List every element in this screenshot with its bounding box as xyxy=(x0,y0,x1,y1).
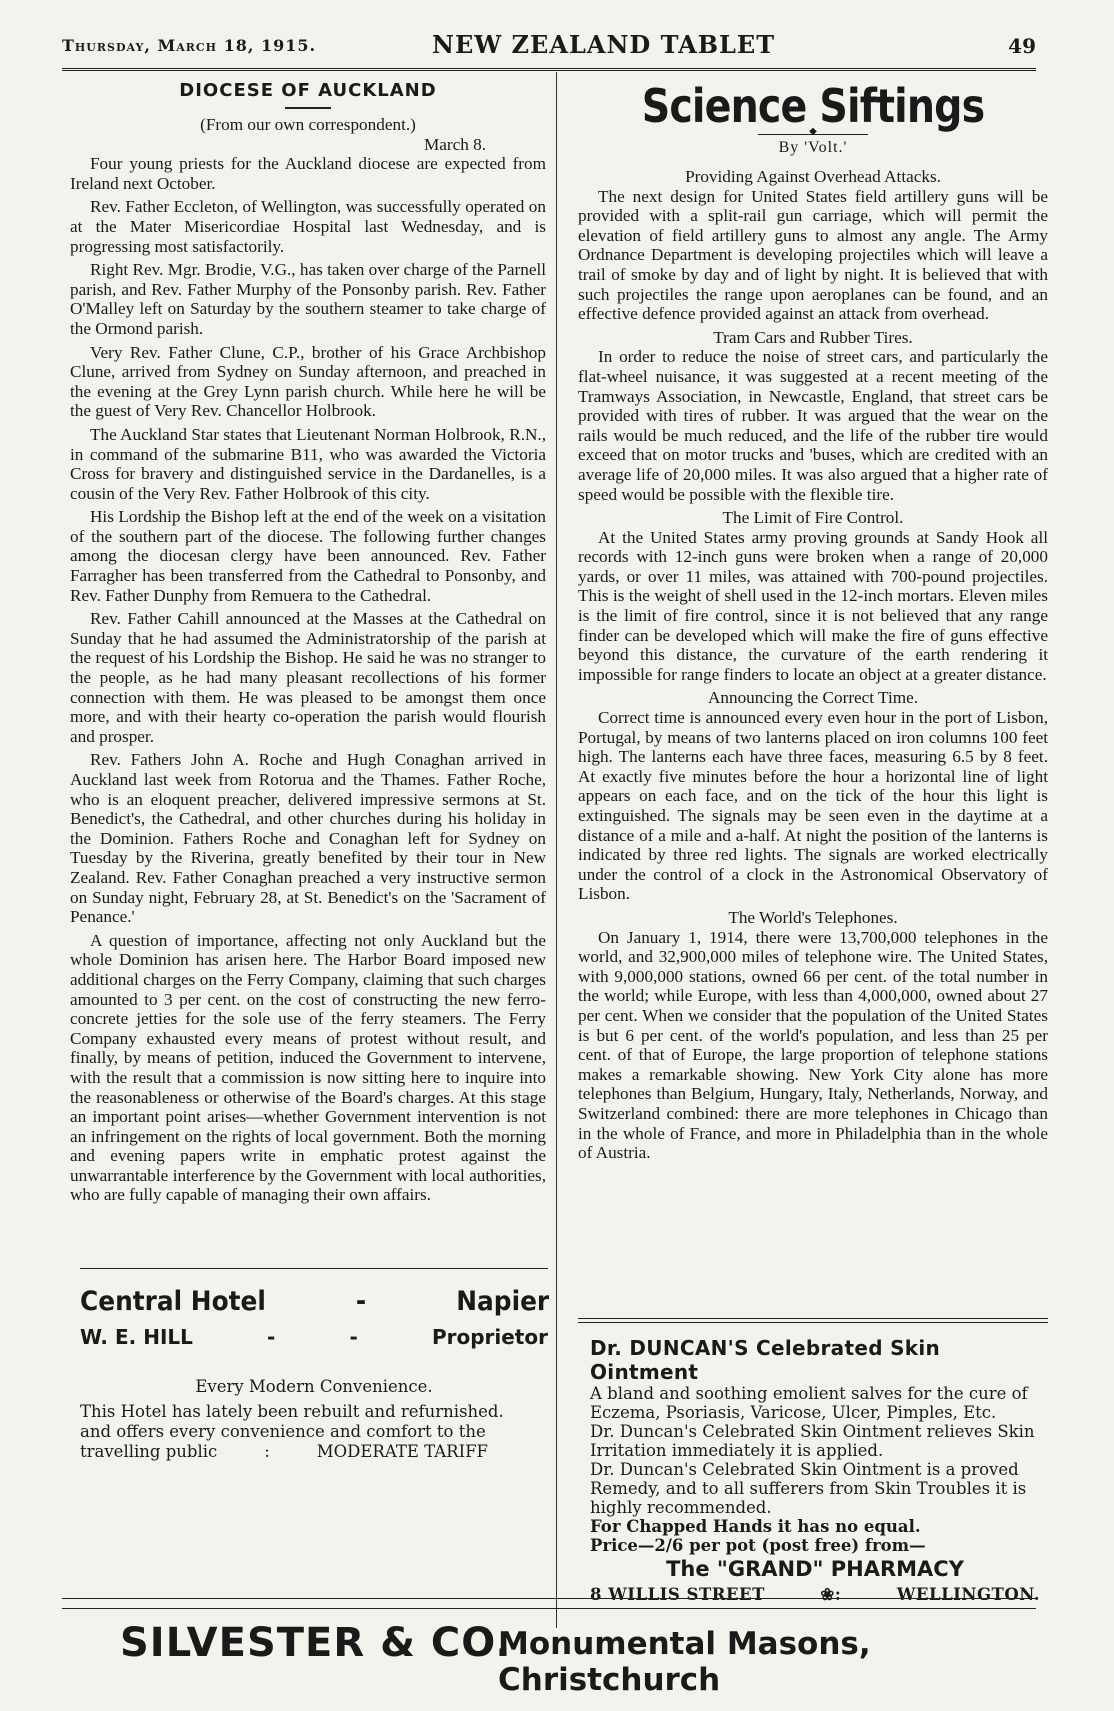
article-paragraph: His Lordship the Bishop left at the end of the week on a visitation of the southern part of the diocese. The following further changes among the diocesan clergy have been announced. Rev. Father Farragher has been transferred from the Cathedral to Ponsonby, and Rev. Father Dunphy from Remuera to the Cathedral. xyxy=(70,507,546,605)
title-ornament xyxy=(758,134,868,135)
section-text: In order to reduce the noise of street cars, and particularly the flat-wheel nuisance, it was suggested at a recent meeting of the Tramways Association, in Newcastle, England, that street cars be provided with tires of rubber. It was argued that the wear on the rails would be much reduced, and the life of the rubber tire would exceed that on motor trucks and 'buses, which are credited with an average life of 20,000 miles. It was also argued that a higher rate of speed would be possible with the flexible tire. xyxy=(578,347,1048,504)
ointment-ad-rule xyxy=(578,1322,1048,1323)
science-byline: By 'Volt.' xyxy=(778,139,848,156)
article-paragraph: Right Rev. Mgr. Brodie, V.G., has taken over charge of the Parnell parish, and Rev. Father Murphy of the Ponsonby parish. Rev. Father O'Malley left on Saturday by the southern steamer to take charge of the Ormond parish. xyxy=(70,260,546,338)
hotel-name-row xyxy=(80,1286,549,1317)
page-header xyxy=(62,30,1036,66)
hotel-ad-rule xyxy=(80,1268,548,1269)
article-paragraph: Rev. Father Eccleton, of Wellington, was successfully operated on at the Mater Misericordiae Hospital last Wednesday, and is progressing most satisfactorily. xyxy=(70,197,546,256)
hotel-tariff: MODERATE TARIFF xyxy=(316,1442,488,1461)
hotel-convenience: Every Modern Convenience. xyxy=(195,1377,433,1396)
section-heading: Providing Against Overhead Attacks. xyxy=(685,167,941,186)
ointment-line: Eczema, Psoriasis, Varicose, Ulcer, Pimples, Etc. xyxy=(590,1403,997,1422)
header-rule xyxy=(62,68,1036,71)
section-text: Correct time is announced every even hour in the port of Lisbon, Portugal, by means of two lanterns placed on iron columns 100 feet high. The lanterns each have three faces, measuring 6.5 by 8 feet. At exactly five minutes before the hour a horizontal line of light appears on each face, and on the tick of the hour this light is extinguished. The signals may be seen even in the daytime at a distance of a mile and a-half. At night the position of the lanterns is indicated by three red lights. The signals are worked electrically under the control of a clock in the Astronomical Observatory of Lisbon. xyxy=(578,708,1048,904)
section-heading: The World's Telephones. xyxy=(728,907,898,927)
ointment-advertisement xyxy=(590,1336,1040,1604)
ointment-price: Price—2/6 per pot (post free) from— xyxy=(590,1536,926,1555)
ointment-line: Dr. Duncan's Celebrated Skin Ointment is a proved xyxy=(590,1460,1019,1479)
firm-tagline: Monumental Masons, Christchurch xyxy=(498,1626,871,1698)
hotel-place: Napier xyxy=(456,1286,550,1317)
ointment-line: Remedy, and to all sufferers from Skin Troubles it is xyxy=(590,1479,1027,1498)
ointment-line: Irritation immediately it is applied. xyxy=(590,1441,884,1460)
page-number: 49 xyxy=(1008,34,1036,58)
pharmacy-street: 8 WILLIS STREET xyxy=(590,1585,765,1604)
hotel-owner-row xyxy=(80,1325,548,1349)
correspondent-line: (From our own correspondent.) xyxy=(200,115,416,134)
heading-rule xyxy=(285,107,331,109)
ointment-ad-rule xyxy=(578,1318,1048,1319)
hotel-colon: : xyxy=(264,1442,270,1461)
hotel-line: and offers every convenience and comfort to the xyxy=(80,1422,486,1441)
section-heading: Announcing the Correct Time. xyxy=(707,688,919,708)
left-column xyxy=(70,80,546,1209)
section-heading: Tram Cars and Rubber Tires. xyxy=(713,327,913,347)
section-heading: The Limit of Fire Control. xyxy=(722,508,904,528)
column-divider xyxy=(556,72,557,1628)
hotel-advertisement xyxy=(80,1286,548,1462)
pharmacy-address-row xyxy=(590,1585,1040,1604)
hotel-name: Central Hotel xyxy=(80,1286,266,1317)
address-separator: ❀: xyxy=(820,1585,842,1604)
article-paragraph: The Auckland Star states that Lieutenant Norman Holbrook, R.N., in command of the submarine B11, who was awarded the Victoria Cross for bravery and distinguished service in the Dardanelles, is a cousin of the Very Rev. Father Holbrook of this city. xyxy=(70,424,546,503)
masthead-title: NEW ZEALAND TABLET xyxy=(432,30,776,59)
ointment-line: highly recommended. xyxy=(590,1498,772,1517)
section-text: At the United States army proving grounds at Sandy Hook all records with 12-inch guns were broken when a range of 20,000 yards, or over 11 miles, was attained with 700-pound projectiles. This is the weight of shell used in the 12-inch mortars. Eleven miles is the limit of fire control, since it is not believed that any range finder can be developed which will make the fire of guns effective beyond this distance, the curvature of the earth rendering it impossible for range finders to locate an object at a greater distance. xyxy=(578,527,1048,684)
ointment-title: Dr. DUNCAN'S Celebrated Skin Ointment xyxy=(590,1336,941,1384)
hotel-tariff-row xyxy=(80,1442,548,1462)
section-text: The next design for United States field artillery guns will be provided with a split-rail gun carriage, which will permit the elevation of field artillery guns to almost any angle. The Army Ordnance Department is developing projectiles which will leave a trail of smoke by day and of light by night. It is believed that with such projectiles the range upon aeroplanes can be found, and an effective defence provided against an attack from overhead. xyxy=(578,186,1048,324)
hotel-line: This Hotel has lately been rebuilt and refurnished. xyxy=(80,1402,504,1421)
hotel-owner-role: Proprietor xyxy=(431,1325,548,1349)
article-paragraph: Rev. Fathers John A. Roche and Hugh Conaghan arrived in Auckland last week from Rotorua and the Thames. Father Roche, who is an eloquent preacher, delivered impressive sermons at St. Benedict's, the Cathedral, and other churches during his holiday in the Dominion. Fathers Roche and Conaghan left for Sydney on Tuesday by the Riverina, greatly benefited by their tour in New Zealand. Rev. Father Conaghan preached a very instructive sermon on Sunday night, February 28, at St. Benedict's on the 'Sacrament of Penance.' xyxy=(70,750,546,927)
right-column xyxy=(578,80,1048,1167)
pharmacy-city: WELLINGTON. xyxy=(896,1585,1040,1604)
article-dateline: March 8. xyxy=(423,134,486,154)
firm-name: SILVESTER & CO. xyxy=(120,1620,512,1666)
pharmacy-name: The "GRAND" PHARMACY xyxy=(666,1557,964,1581)
footer-rule xyxy=(62,1598,1036,1599)
hotel-dash: - xyxy=(355,1286,367,1317)
article-paragraph: Very Rev. Father Clune, C.P., brother of his Grace Archbishop Clune, arrived from Sydney on Sunday afternoon, and preached in the evening at the Grey Lynn parish church. While here he will be the guest of Very Rev. Chancellor Holbrook. xyxy=(70,342,546,421)
article-paragraph: Four young priests for the Auckland diocese are expected from Ireland next October. xyxy=(70,154,546,193)
science-siftings-title: Science Siftings xyxy=(641,79,985,133)
footer-rule xyxy=(62,1608,1036,1609)
article-paragraph: A question of importance, affecting not only Auckland but the whole Dominion has arisen here. The Harbor Board imposed new additional charges on the Ferry Company, claiming that such charges amounted to 3 per cent. on the cost of constructing the new ferro-concrete jetties for the sole use of the ferry steamers. The Ferry Company exhausted every means of protest without result, and finally, by means of petition, induced the Government to intervene, with the result that a commission is now sitting here to inquire into the reasonableness or otherwise of the Board's charges. At this stage an important point arises—whether Government intervention is not an infringement on the rights of local government. Both the morning and evening papers write in emphatic protest against the unwarrantable interference by the Government with local authorities, who are fully capable of managing their own affairs. xyxy=(70,930,546,1205)
ointment-line: Dr. Duncan's Celebrated Skin Ointment relieves Skin xyxy=(590,1422,1035,1441)
diocese-heading: DIOCESE OF AUCKLAND xyxy=(179,80,437,101)
ointment-line: A bland and soothing emolient salves for the cure of xyxy=(590,1384,1028,1403)
hotel-dash: - xyxy=(267,1325,276,1349)
article-paragraph: Rev. Father Cahill announced at the Masses at the Cathedral on Sunday that he had assumed the Administratorship of the parish at the request of his Lordship the Bishop. He said he was no stranger to the people, as he had many pleasant recollections of his former connection with them. He was pleased to be amongst them once more, and with their hearty co-operation the parish would flourish and prosper. xyxy=(70,609,546,746)
hotel-owner: W. E. HILL xyxy=(80,1325,193,1349)
ointment-line: For Chapped Hands it has no equal. xyxy=(590,1517,921,1536)
section-text: On January 1, 1914, there were 13,700,000 telephones in the world, and 32,900,000 miles of telephone wire. The United States, with 9,000,000 stations, owned 66 per cent. of the total number in the world; while Europe, with less than 4,000,000, owned about 27 per cent. When we consider that the population of the United States is but 6 per cent. of the world's population, and less than 25 per cent. of that of Europe, the large proportion of telephone stations makes a remarkable showing. New York City alone has more telephones than Belgium, Hungary, Italy, Netherlands, Norway, and Switzerland combined: there are more telephones in Chicago than in the whole of France, and more in Philadelphia than in the whole of Austria. xyxy=(578,927,1048,1163)
issue-date: Thursday, March 18, 1915. xyxy=(62,36,317,55)
hotel-dash: - xyxy=(349,1325,358,1349)
hotel-line: travelling public xyxy=(80,1442,218,1461)
